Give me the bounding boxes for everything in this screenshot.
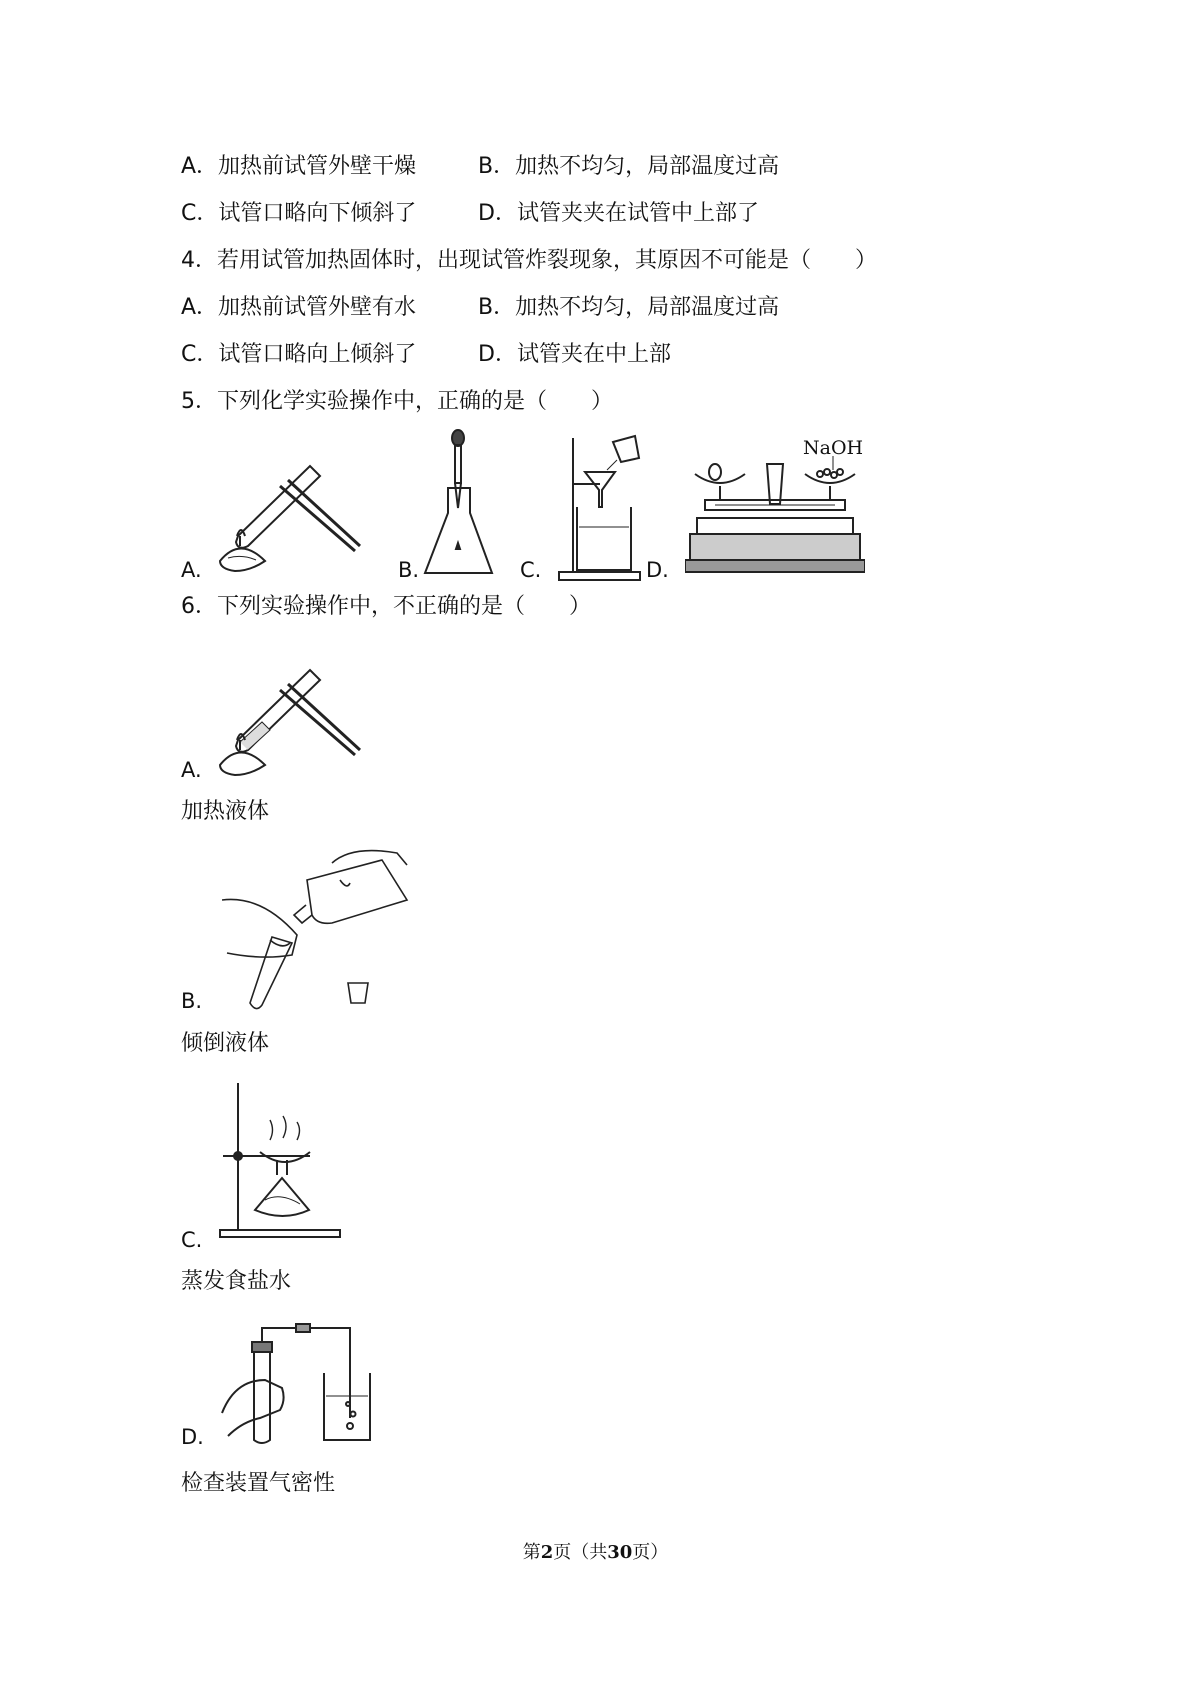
q6-stem: 6．下列实验操作中，不正确的是（ ）	[181, 594, 591, 619]
q6-caption-d: 检查装置气密性	[181, 1471, 336, 1496]
q6-caption-b: 倾倒液体	[181, 1031, 270, 1056]
q5-figure-a-heating-test-tube	[210, 436, 370, 576]
q3-option-d: D．试管夹夹在试管中上部了	[478, 201, 759, 226]
footer-prefix: 第	[522, 1542, 541, 1563]
footer-middle: 页（共	[553, 1542, 608, 1563]
q5-figure-c-filtration	[555, 432, 645, 582]
q6-label-a: A.	[181, 758, 202, 782]
q5-label-d: D.	[646, 558, 669, 582]
q5-figure-d-balance	[685, 434, 865, 576]
q5-label-b: B.	[398, 558, 420, 582]
q5-label-c: C.	[520, 558, 542, 582]
q3-option-b: B．加热不均匀，局部温度过高	[478, 154, 780, 179]
q5-stem: 5．下列化学实验操作中，正确的是（ ）	[181, 389, 613, 414]
q4-option-a: A．加热前试管外壁有水	[181, 295, 417, 320]
q3-option-a: A．加热前试管外壁干燥	[181, 154, 417, 179]
footer-total-pages: 30	[607, 1542, 633, 1563]
q4-option-d: D．试管夹在中上部	[478, 342, 671, 367]
q5-label-a: A.	[181, 558, 202, 582]
q6-label-d: D.	[181, 1425, 204, 1449]
naoh-label: NaOH	[803, 437, 864, 459]
q6-figure-d-airtightness-check	[220, 1318, 380, 1448]
footer-suffix: 页）	[632, 1542, 669, 1563]
q4-option-b: B．加热不均匀，局部温度过高	[478, 295, 780, 320]
q3-option-c: C．试管口略向下倾斜了	[181, 201, 417, 226]
q6-label-c: C.	[181, 1228, 203, 1252]
footer-page-number: 2	[540, 1542, 554, 1563]
q4-option-c: C．试管口略向上倾斜了	[181, 342, 417, 367]
q6-figure-b-pouring-liquid	[222, 845, 412, 1015]
q6-figure-c-evaporation	[215, 1080, 345, 1240]
q6-figure-a-heating-liquid	[210, 640, 370, 780]
q5-figure-b-dropper-flask	[420, 428, 500, 578]
q6-label-b: B.	[181, 989, 203, 1013]
q4-stem: 4．若用试管加热固体时，出现试管炸裂现象，其原因不可能是（ ）	[181, 248, 877, 273]
q6-caption-c: 蒸发食盐水	[181, 1269, 292, 1294]
page-footer	[0, 1538, 1191, 1564]
q6-caption-a: 加热液体	[181, 799, 270, 824]
